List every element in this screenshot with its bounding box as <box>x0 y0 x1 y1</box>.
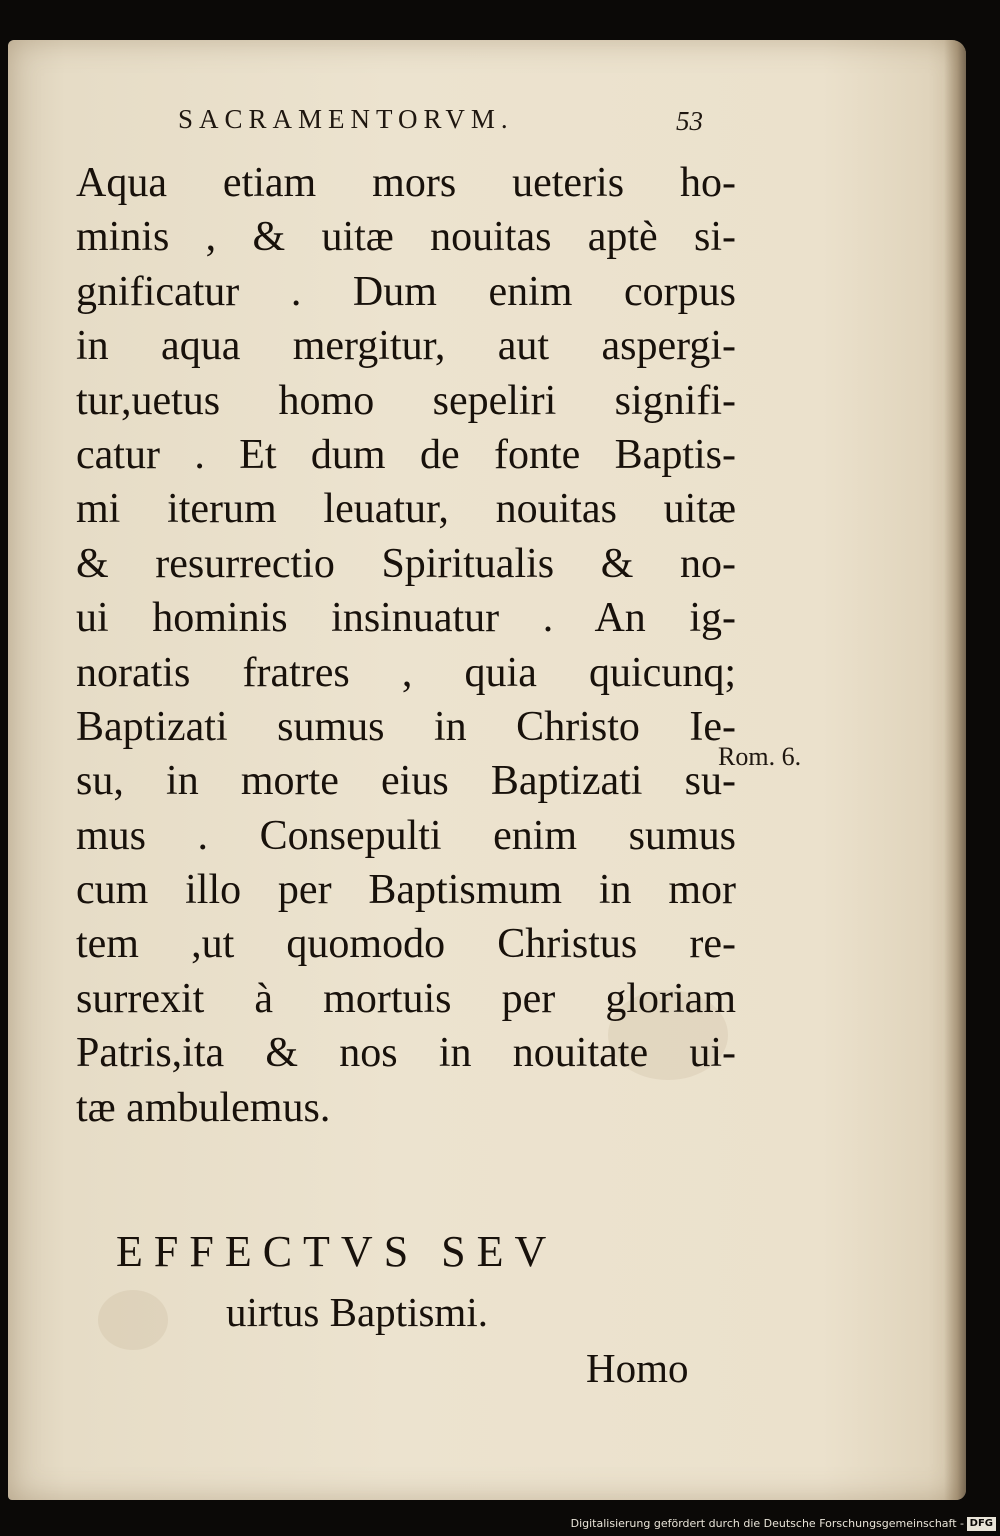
text-line: catur . Et dum de fonte Baptis- <box>76 431 736 478</box>
catchword: Homo <box>586 1345 689 1391</box>
text-line: tæ ambulemus. <box>76 1084 331 1131</box>
page-number: 53 <box>676 106 703 136</box>
page-edge-shadow <box>944 40 966 1500</box>
text-line: cum illo per Baptismum in mor <box>76 867 736 914</box>
text-line: su, in morte eius Baptizati su- <box>76 758 736 805</box>
text-line: tur,uetus homo sepeliri signifi- <box>76 377 736 424</box>
text-line: Patris,ita & nos in nouitate ui- <box>76 1030 736 1077</box>
dfg-logo: DFG <box>967 1517 996 1531</box>
text-line: mus . Consepulti enim sumus <box>76 812 736 859</box>
text-line: & resurrectio Spiritualis & no- <box>76 540 736 587</box>
text-line: surrexit à mortuis per gloriam <box>76 975 736 1022</box>
book-page <box>8 40 966 1500</box>
text-line: minis , & uitæ nouitas aptè si- <box>76 214 736 261</box>
body-text <box>76 156 736 1135</box>
running-head: SACRAMENTORVM. <box>178 104 514 134</box>
text-line: Baptizati sumus in Christo Ie- <box>76 703 736 750</box>
text-line: noratis fratres , quia quicunq; <box>76 649 736 696</box>
text-line: tem ,ut quomodo Christus re- <box>76 921 736 968</box>
text-line: mi iterum leuatur, nouitas uitæ <box>76 486 736 533</box>
section-subheading: uirtus Baptismi. <box>226 1289 488 1335</box>
text-line: gnificatur . Dum enim corpus <box>76 268 736 315</box>
text-line: in aqua mergitur, aut aspergi- <box>76 323 736 370</box>
digitization-credit: Digitalisierung gefördert durch die Deutsche Forschungsgemeinschaft - <box>570 1517 964 1530</box>
section-heading: EFFECTVS SEV <box>116 1227 558 1276</box>
text-line: ui hominis insinuatur . An ig- <box>76 595 736 642</box>
margin-note: Rom. 6. <box>718 742 802 771</box>
paper-stain <box>98 1290 168 1350</box>
text-line: Aqua etiam mors ueteris ho- <box>76 160 736 206</box>
